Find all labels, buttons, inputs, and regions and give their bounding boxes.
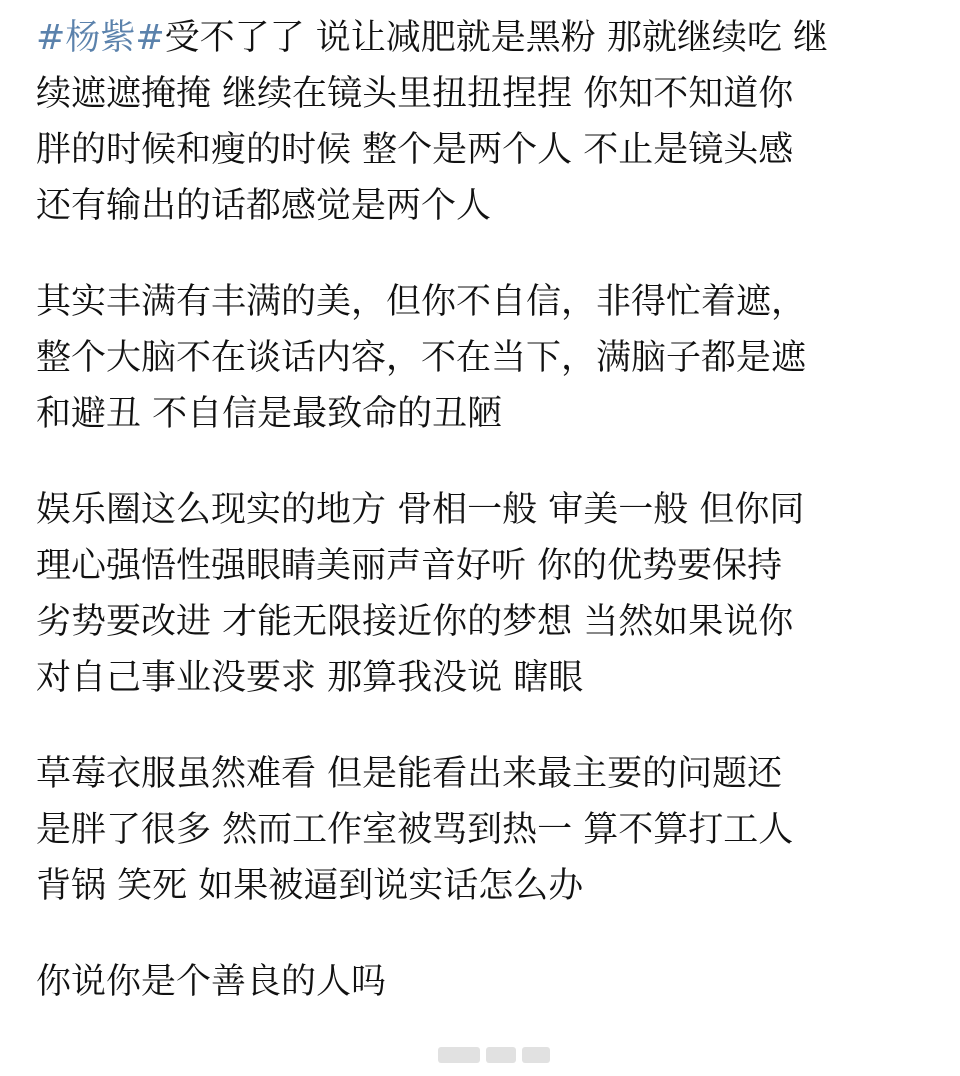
post-line: 其实丰满有丰满的美，但你不自信，非得忙着遮， [36,282,807,322]
watermark-block [438,1047,480,1063]
post-line [36,10,936,66]
post-line: 是胖了很多 然而工作室被骂到热一 算不算打工人 [36,810,794,850]
paragraph-gap [36,706,936,746]
post-body [36,10,936,1010]
post-line: 背锅 笑死 如果被逼到说实话怎么办 [36,866,584,906]
post-line: 你说你是个善良的人吗 [36,962,387,1002]
paragraph-gap [36,914,936,954]
paragraph-gap [36,234,936,274]
post-line: 劣势要改进 才能无限接近你的梦想 当然如果说你 [36,602,794,642]
post-text: 受不了了 说让减肥就是黑粉 那就继续吃 继 [164,18,829,58]
post-line: 胖的时候和瘦的时候 整个是两个人 不止是镜头感 [36,130,794,170]
post-line: 整个大脑不在谈话内容，不在当下，满脑子都是遮 [36,338,807,378]
post-line: 和避丑 不自信是最致命的丑陋 [36,394,503,434]
post-line: 续遮遮掩掩 继续在镜头里扭扭捏捏 你知不知道你 [36,74,794,114]
watermark [438,1044,558,1066]
watermark-block [522,1047,550,1063]
watermark-block [486,1047,516,1063]
post-line: 还有输出的话都感觉是两个人 [36,186,492,226]
hashtag-link[interactable]: #杨紫# [36,18,165,58]
post-line: 草莓衣服虽然难看 但是能看出来最主要的问题还 [36,754,783,794]
post-line: 娱乐圈这么现实的地方 骨相一般 审美一般 但你同 [36,490,805,530]
post-line: 理心强悟性强眼睛美丽声音好听 你的优势要保持 [36,546,783,586]
paragraph-gap [36,442,936,482]
post-line: 对自己事业没要求 那算我没说 瞎眼 [36,658,584,698]
